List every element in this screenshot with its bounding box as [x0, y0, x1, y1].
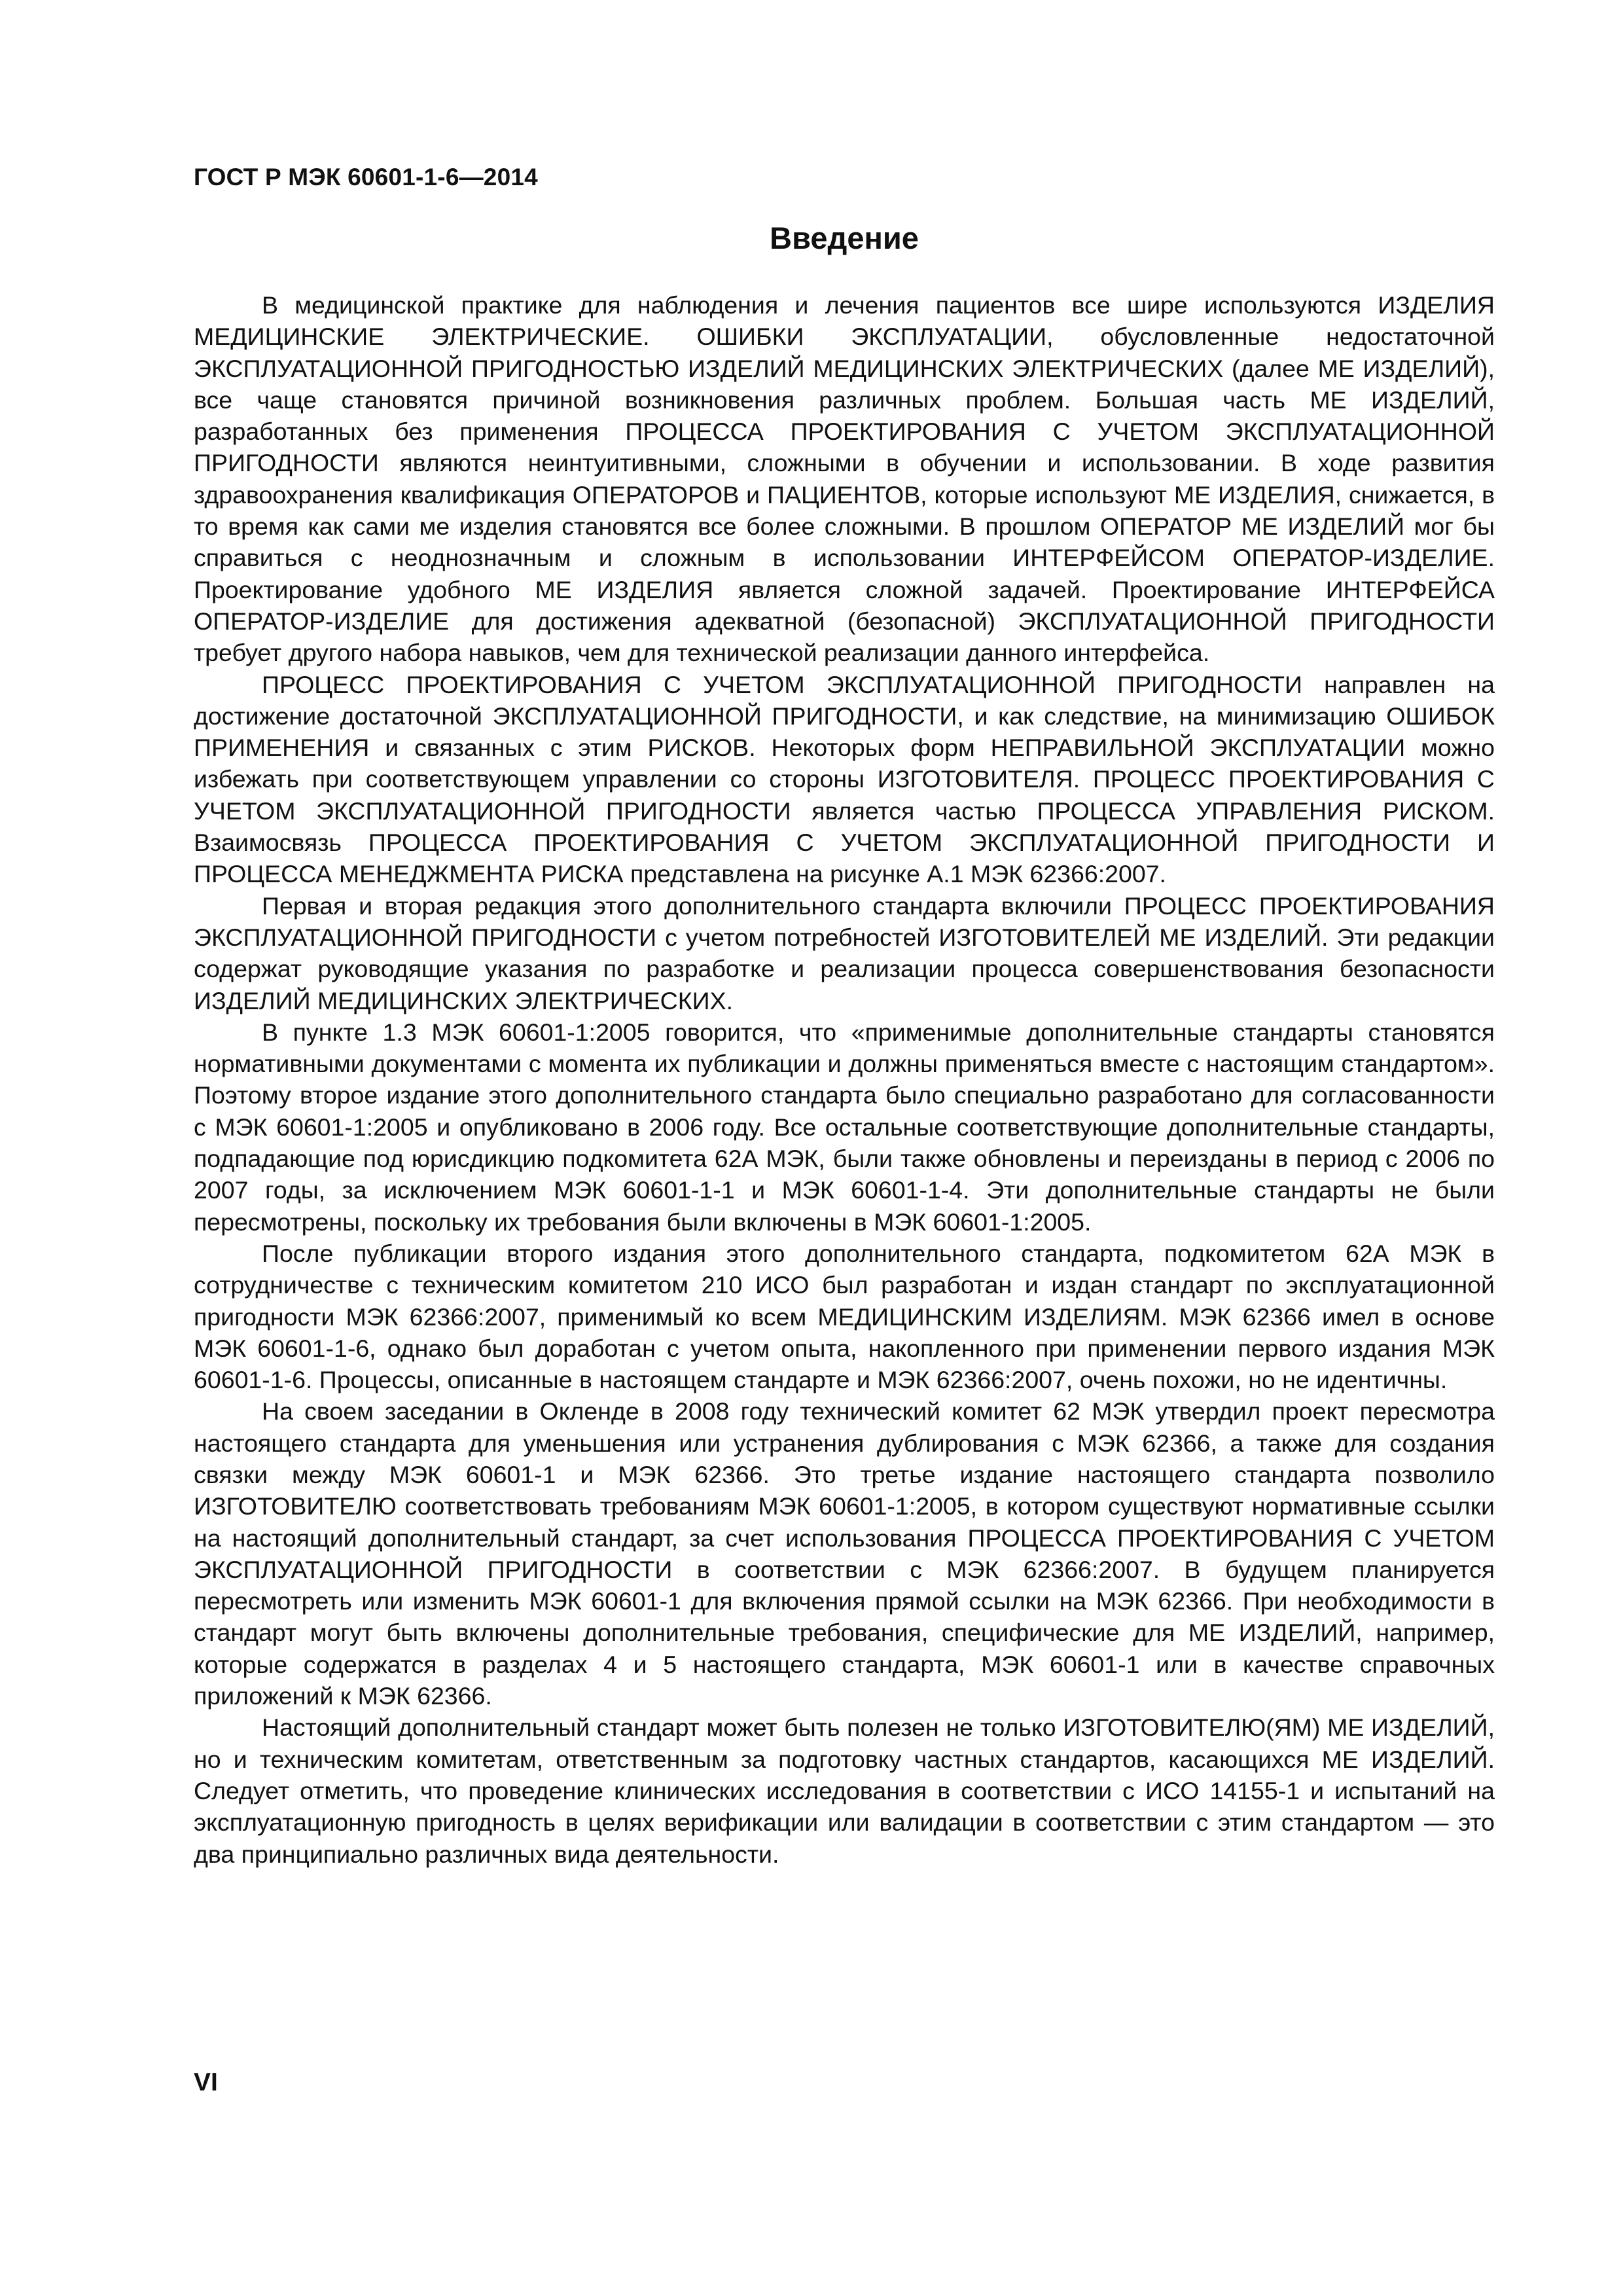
page-number: VI — [194, 2068, 218, 2096]
introduction-text — [194, 289, 1495, 1870]
paragraph: На своем заседании в Окленде в 2008 году технический комитет 62 МЭК утвердил проект пересмотра настоящего стандарта для уменьшения или устранения дублирования с МЭК 62366, а также для создания связки между МЭК 60601-1 и МЭК 62366. Это третье издание настоящего стандарта позволило ИЗГОТОВИТЕЛЮ соответствовать требованиям МЭК 60601-1:2005, в котором существуют нормативные ссылки на настоящий дополнительный стандарт, за счет использования ПРОЦЕССА ПРОЕКТИРОВАНИЯ С УЧЕТОМ ЭКСПЛУАТАЦИОННОЙ ПРИГОДНОСТИ в соответствии с МЭК 62366:2007. В будущем планируется пересмотреть или изменить МЭК 60601-1 для включения прямой ссылки на МЭК 62366. При необходимости в стандарт могут быть включены дополнительные требования, специфические для МЕ ИЗДЕЛИЙ, например, которые содержатся в разделах 4 и 5 настоящего стандарта, МЭК 60601-1 или в качестве справочных приложений к МЭК 62366. — [194, 1397, 1495, 1710]
paragraph: ПРОЦЕСС ПРОЕКТИРОВАНИЯ С УЧЕТОМ ЭКСПЛУАТАЦИОННОЙ ПРИГОДНОСТИ направлен на достижение достаточной ЭКСПЛУАТАЦИОННОЙ ПРИГОДНОСТИ, и как следствие, на минимизацию ОШИБОК ПРИМЕНЕНИЯ и связанных с этим РИСКОВ. Некоторых форм НЕПРАВИЛЬНОЙ ЭКСПЛУАТАЦИИ можно избежать при соответствующем управлении со стороны ИЗГОТОВИТЕЛЯ. ПРОЦЕСС ПРОЕКТИРОВАНИЯ С УЧЕТОМ ЭКСПЛУАТАЦИОННОЙ ПРИГОДНОСТИ является частью ПРОЦЕССА УПРАВЛЕНИЯ РИСКОМ. Взаимосвязь ПРОЦЕССА ПРОЕКТИРОВАНИЯ С УЧЕТОМ ЭКСПЛУАТАЦИОННОЙ ПРИГОДНОСТИ И ПРОЦЕССА МЕНЕДЖМЕНТА РИСКА представлена на рисунке А.1 МЭК 62366:2007. — [194, 670, 1495, 888]
paragraph: После публикации второго издания этого дополнительного стандарта, подкомитетом 62А МЭК в сотрудничестве с техническим комитетом 210 ИСО был разработан и издан стандарт по эксплуатационной пригодности МЭК 62366:2007, применимый ко всем МЕДИЦИНСКИМ ИЗДЕЛИЯМ. МЭК 62366 имел в основе МЭК 60601-1-6, однако был доработан с учетом опыта, накопленного при применении первого издания МЭК 60601-1-6. Процессы, описанные в настоящем стандарте и МЭК 62366:2007, очень похожи, но не идентичны. — [194, 1239, 1495, 1394]
paragraph: Настоящий дополнительный стандарт может быть полезен не только ИЗГОТОВИТЕЛЮ(ЯМ) МЕ ИЗДЕЛИЙ, но и техническим комитетам, ответственным за подготовку частных стандартов, касающихся МЕ ИЗДЕЛИЙ. Следует отметить, что проведение клинических исследования в соответствии с ИСО 14155-1 и испытаний на эксплуатационную пригодность в целях верификации или валидации в соответствии с этим стандартом — это два принципиально различных вида деятельности. — [194, 1713, 1495, 1868]
paragraph: Первая и вторая редакция этого дополнительного стандарта включили ПРОЦЕСС ПРОЕКТИРОВАНИЯ ЭКСПЛУАТАЦИОННОЙ ПРИГОДНОСТИ с учетом потребностей ИЗГОТОВИТЕЛЕЙ МЕ ИЗДЕЛИЙ. Эти редакции содержат руководящие указания по разработке и реализации процесса совершенствования безопасности ИЗДЕЛИЙ МЕДИЦИНСКИХ ЭЛЕКТРИЧЕСКИХ. — [194, 891, 1495, 1014]
paragraph: В пункте 1.3 МЭК 60601-1:2005 говорится, что «применимые дополнительные стандарты становятся нормативными документами с момента их публикации и должны применяться вместе с настоящим стандартом». Поэтому второе издание этого дополнительного стандарта было специально разработано для согласованности с МЭК 60601-1:2005 и опубликовано в 2006 году. Все остальные соответствующие дополнительные стандарты, подпадающие под юрисдикцию подкомитета 62А МЭК, были также обновлены и переизданы в период с 2006 по 2007 годы, за исключением МЭК 60601-1-1 и МЭК 60601-1-4. Эти дополнительные стандарты не были пересмотрены, поскольку их требования были включены в МЭК 60601-1:2005. — [194, 1018, 1495, 1236]
section-title: Введение — [770, 221, 919, 255]
document-code: ГОСТ Р МЭК 60601-1-6—2014 — [194, 164, 538, 190]
paragraph: В медицинской практике для наблюдения и лечения пациентов все шире используются ИЗДЕЛИЯ МЕДИЦИНСКИЕ ЭЛЕКТРИЧЕСКИЕ. ОШИБКИ ЭКСПЛУАТАЦИИ, обусловленные недостаточной ЭКСПЛУАТАЦИОННОЙ ПРИГОДНОСТЬЮ ИЗДЕЛИЙ МЕДИЦИНСКИХ ЭЛЕКТРИЧЕСКИХ (далее МЕ ИЗДЕЛИЙ), все чаще становятся причиной возникновения различных проблем. Большая часть МЕ ИЗДЕЛИЙ, разработанных без применения ПРОЦЕССА ПРОЕКТИРОВАНИЯ С УЧЕТОМ ЭКСПЛУАТАЦИОННОЙ ПРИГОДНОСТИ являются неинтуитивными, сложными в обучении и использовании. В ходе развития здравоохранения квалификация ОПЕРАТОРОВ и ПАЦИЕНТОВ, которые используют МЕ ИЗДЕЛИЯ, снижается, в то время как сами ме изделия становятся все более сложными. В прошлом ОПЕРАТОР МЕ ИЗДЕЛИЙ мог бы справиться с неоднозначным и сложным в использовании ИНТЕРФЕЙСОМ ОПЕРАТОР-ИЗДЕЛИЕ. Проектирование удобного МЕ ИЗДЕЛИЯ является сложной задачей. Проектирование ИНТЕРФЕЙСА ОПЕРАТОР-ИЗДЕЛИЕ для достижения адекватной (безопасной) ЭКСПЛУАТАЦИОННОЙ ПРИГОДНОСТИ требует другого набора навыков, чем для технической реализации данного интерфейса. — [194, 291, 1495, 667]
